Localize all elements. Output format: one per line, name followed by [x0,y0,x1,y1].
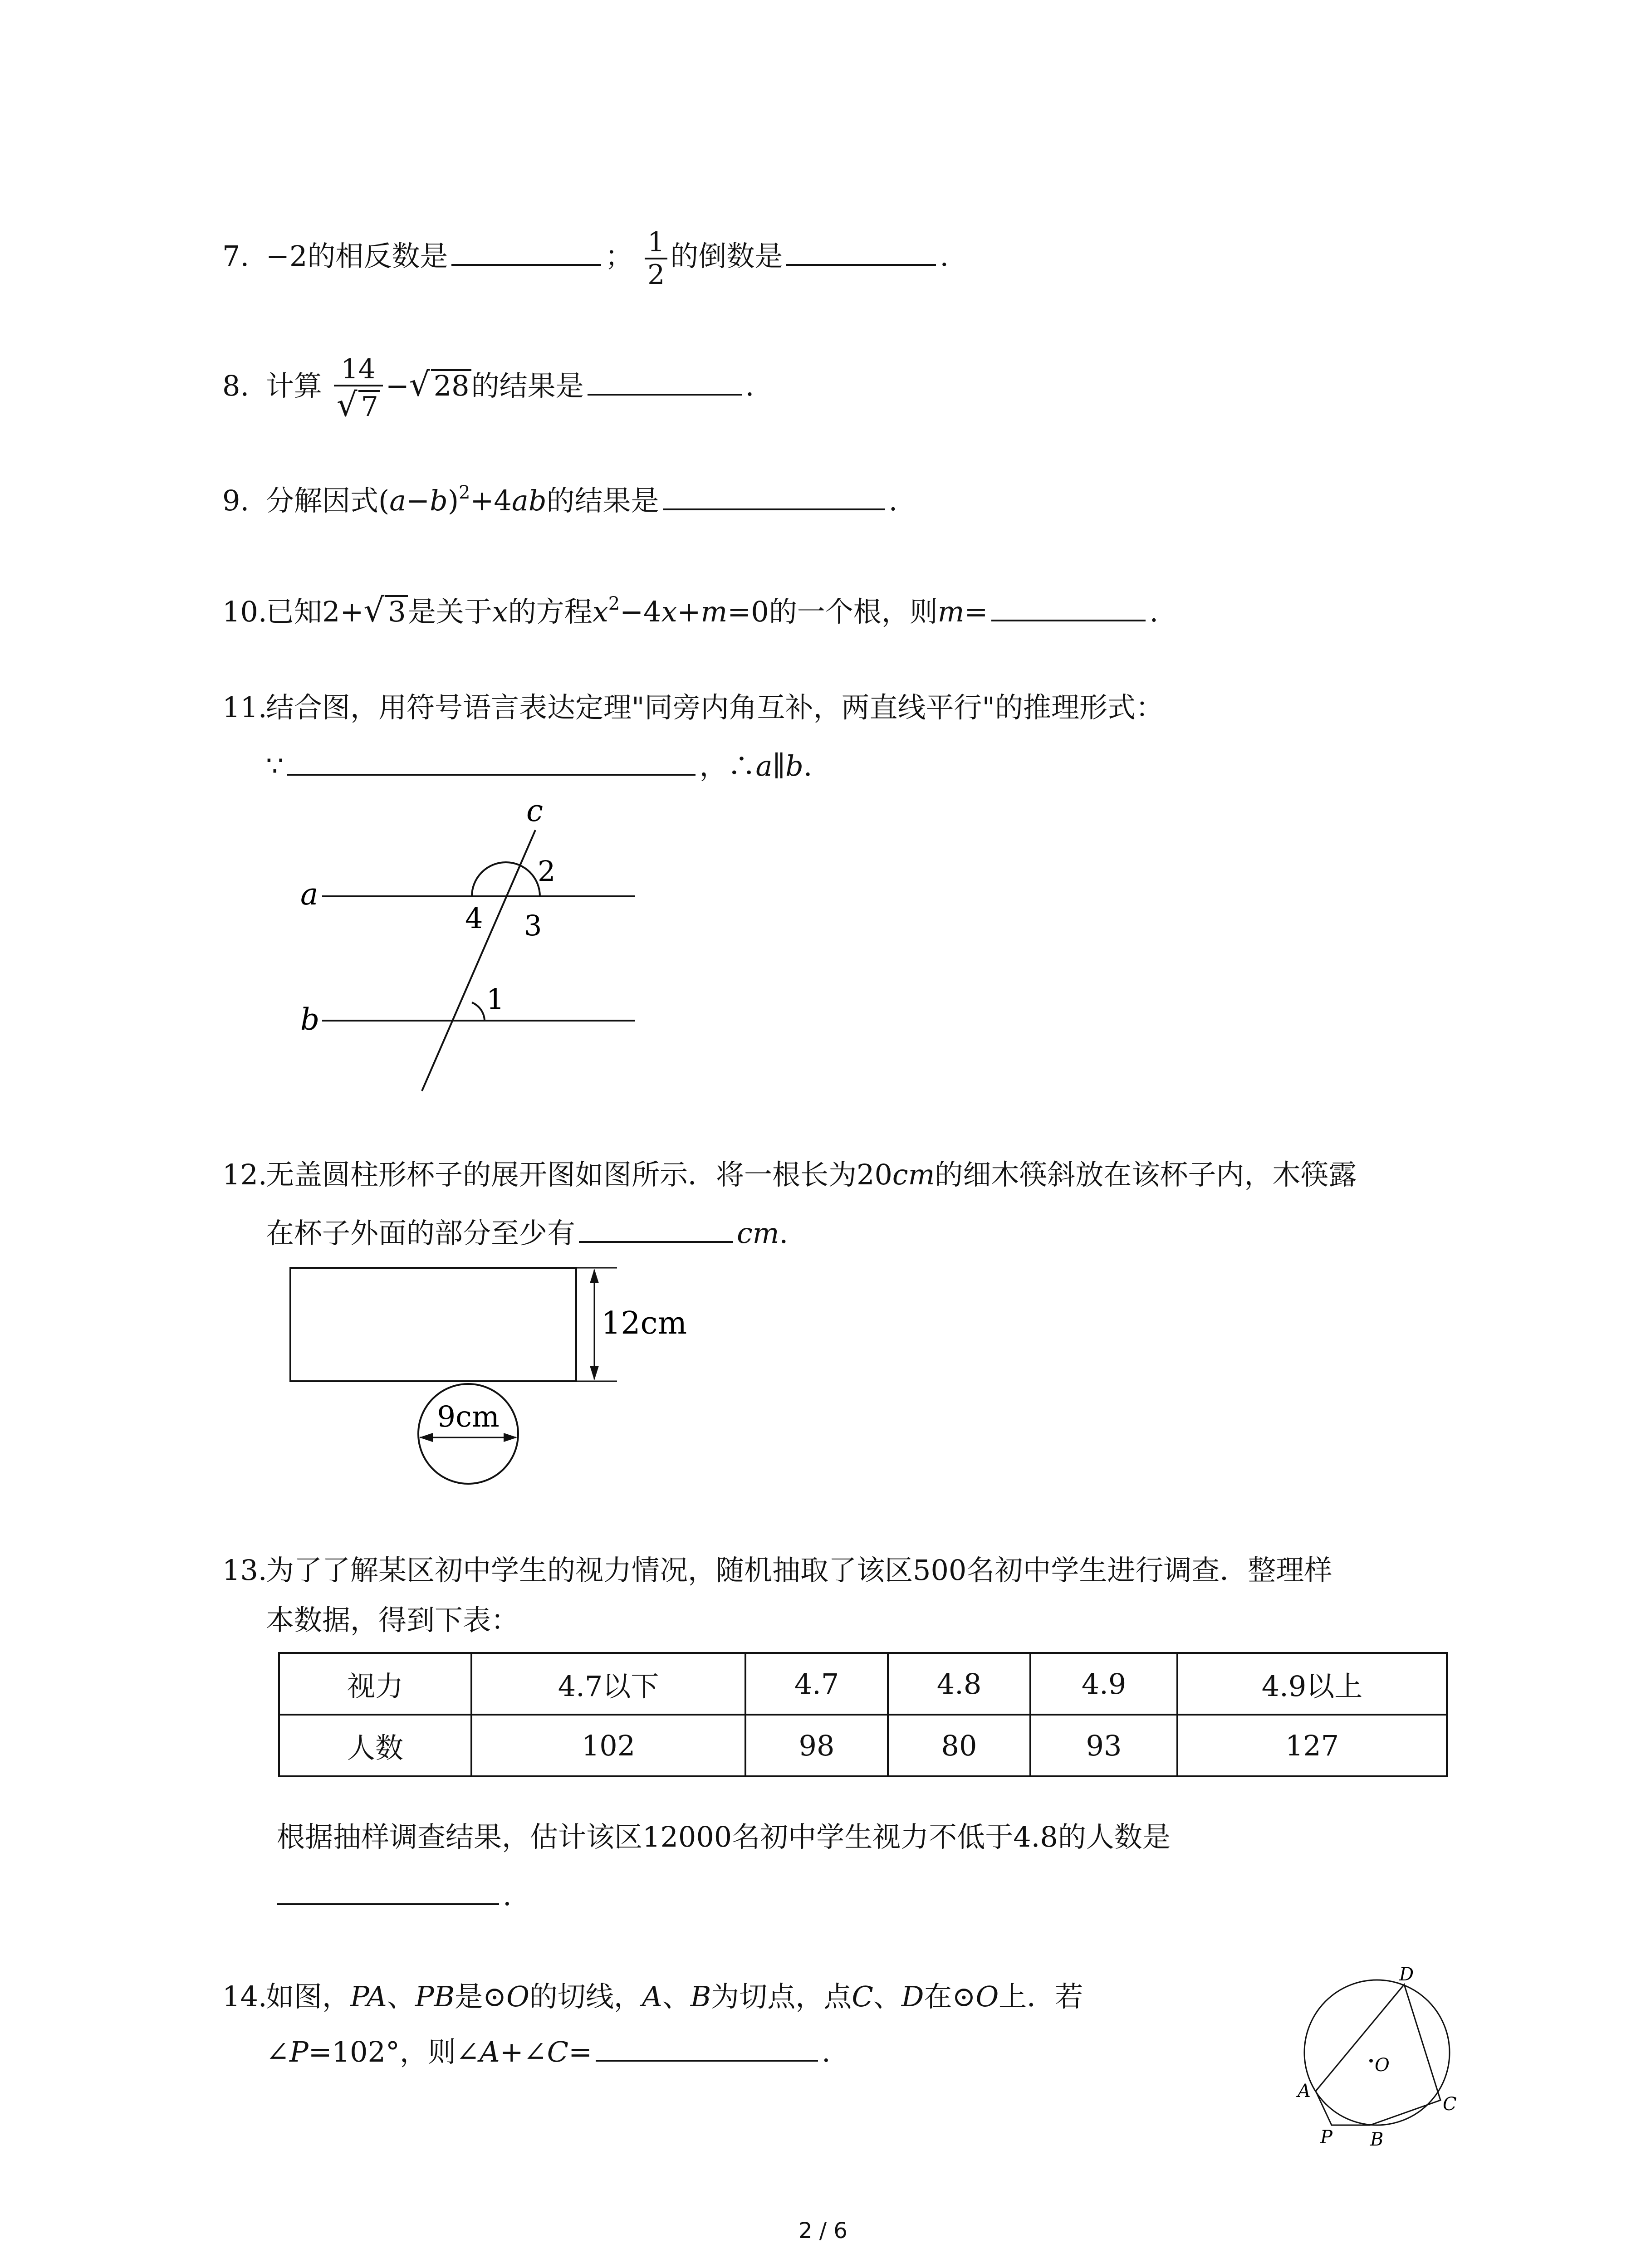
radicand: 28 [431,369,471,400]
q10-text-5: + [677,595,701,628]
q14-text-5: 在⊙ [924,1980,976,2013]
label-P: P [1320,2127,1332,2148]
center-dot [1369,2059,1373,2063]
question-number: 13. [222,1554,267,1587]
q12-text-1b: 的细木筷斜放在该杯子内，木筷露 [935,1158,1357,1191]
because-symbol: ∵ [266,749,284,782]
q12-text-2: 在杯子外面的部分至少有 [266,1217,576,1250]
q10-text-7: = [964,595,988,628]
diameter-label: 9cm [437,1400,500,1434]
q14-text-3: 的切线， [529,1980,642,2013]
question-13-line-2 [266,1602,519,1638]
segment-PB: PB [415,1980,455,2013]
line-c [422,830,535,1091]
label-C: C [1443,2094,1457,2115]
angle-arc-bottom [472,1002,485,1021]
table-cell: 127 [1177,1715,1447,1776]
cylinder-side-rect [290,1268,576,1381]
frac-top: 1 [645,227,667,259]
label-angle-1: 1 [486,982,505,1016]
question-number: 14. [222,1980,267,2013]
q14-text-2: 是⊙ [455,1980,507,2013]
radicand: 7 [358,390,380,421]
q9-text-1: 分解因式( [266,484,390,517]
question-7 [222,227,949,290]
question-number: 8. [222,369,250,403]
q10-text-4: −4 [620,595,661,628]
arrow-up-icon [590,1269,599,1283]
point-C: C [547,2035,569,2068]
table-cell: 98 [745,1715,888,1776]
q13-text-3: 根据抽样调查结果，估计该区12000名初中学生视力不低于4.8的人数是 [277,1820,1171,1853]
q11-comma: ， [699,749,728,782]
q12-end: . [779,1217,789,1250]
minus-sign: − [385,369,409,403]
question-13-after [277,1819,1171,1855]
question-12-line-2 [266,1211,788,1251]
label-D: D [1399,1964,1414,1985]
q8-text-1: 计算 [266,369,323,403]
frac-bottom [334,386,383,423]
question-number: 12. [222,1158,267,1191]
label-angle-2: 2 [538,855,556,888]
paren-close: ) [447,484,459,517]
page-number: 2 / 6 [798,2218,847,2244]
q14-sep: 、 [387,1980,415,2013]
q14-text-6: 上．若 [999,1980,1083,2013]
q7-separator: ； [605,240,633,273]
table-row [279,1653,1447,1715]
question-13-answer-line [277,1873,512,1914]
q14-sep: 、 [873,1980,901,2013]
table-cell: 80 [888,1715,1030,1776]
var-ab: ab [511,484,547,517]
cylinder-base-circle [418,1384,518,1484]
q14-end: . [822,2035,831,2068]
label-B: B [1370,2129,1384,2150]
tangent-lines-PA-PB [1316,2091,1370,2125]
minus-sign: − [406,484,430,517]
radical-sign: √ [336,386,358,424]
table-cell: 4.9以上 [1177,1653,1447,1715]
q13-text-2: 本数据，得到下表： [266,1603,519,1637]
label-a: a [300,877,318,912]
unit-cm: cm [737,1217,779,1250]
question-number: 9. [222,484,250,517]
point-C: C [852,1980,873,2013]
q10-text-6: =0的一个根，则 [727,595,938,628]
answer-blank-7a[interactable] [451,234,601,266]
question-9 [222,479,897,519]
table-cell: 视力 [279,1653,471,1715]
q9-end: . [888,484,898,517]
answer-blank-9[interactable] [663,479,885,510]
var-b: b [430,484,448,517]
question-number: 7. [222,240,250,273]
label-angle-4: 4 [465,902,483,935]
table-cell: 93 [1030,1715,1177,1776]
q11-conclusion: a∥b [755,749,803,782]
angle-symbol: ∠ [266,2035,289,2068]
q7-text-2: 的倒数是 [670,240,783,273]
question-12 [222,1157,1357,1193]
q10-text-1: 已知2+ [266,595,364,628]
exponent: 2 [608,593,620,614]
answer-blank-8[interactable] [588,364,742,396]
frac-bottom: 2 [647,259,665,291]
q14-text-4: 为切点，点 [711,1980,852,2013]
q14-text-7: =102°，则∠ [308,2035,480,2068]
label-c: c [526,798,543,828]
table-row [279,1715,1447,1776]
q7-text-1: −2的相反数是 [266,240,448,273]
radicand: 3 [385,595,407,626]
question-11-line-2 [266,744,813,784]
fraction-14-over-root7 [334,354,383,423]
answer-blank-7b[interactable] [786,234,936,266]
unit-cm: cm [892,1158,935,1191]
label-b: b [300,1002,320,1037]
q14-sep: 、 [662,1980,691,2013]
label-A: A [1298,2081,1311,2102]
vision-data-table [278,1652,1448,1777]
therefore-symbol: ∴ [727,749,756,782]
radical-sign: √ [409,365,430,404]
point-P: P [289,2035,309,2068]
var-x: x [661,595,677,628]
label-angle-3: 3 [524,909,542,942]
arrow-right-icon [504,1433,517,1442]
q10-text-3: 的方程 [508,595,593,628]
arrow-down-icon [590,1366,599,1380]
table-cell: 4.7 [745,1653,888,1715]
question-14 [222,1979,1083,2015]
answer-blank-10[interactable] [991,590,1146,621]
question-number: 10. [222,595,267,628]
q8-end: . [745,369,754,403]
figure-cylinder-net [281,1259,735,1499]
point-O: O [975,1980,999,2013]
exponent: 2 [459,482,470,503]
var-x: x [592,595,608,628]
q14-text-1: 如图， [266,1980,351,2013]
question-11 [222,689,1164,726]
q7-end: . [940,240,949,273]
var-x: x [492,595,508,628]
question-14-line-2 [266,2030,831,2070]
segment-PA: PA [350,1980,387,2013]
q10-text-2: 是关于 [407,595,492,628]
table-cell: 4.9 [1030,1653,1177,1715]
figure-parallel-lines [281,798,690,1102]
point-B: B [690,1980,711,2013]
table-cell: 102 [471,1715,745,1776]
answer-blank-12[interactable] [579,1211,733,1243]
question-13 [222,1552,1332,1589]
height-label: 12cm [601,1305,687,1341]
q9-text-2: 的结果是 [546,484,659,517]
frac-top: 14 [334,354,383,386]
q14-text-9: = [568,2035,593,2068]
q11-text-1: 结合图，用符号语言表达定理"同旁内角互补，两直线平行"的推理形式： [266,691,1164,724]
question-number: 11. [222,691,267,724]
var-m: m [700,595,728,628]
q13-end: . [503,1879,512,1912]
arrow-left-icon [419,1433,433,1442]
radical-sign: √ [363,591,385,629]
q12-text-1: 无盖圆柱形杯子的展开图如图所示．将一根长为20 [266,1158,892,1191]
q11-end: . [803,749,813,782]
table-cell: 人数 [279,1715,471,1776]
answer-blank-14[interactable] [596,2030,818,2062]
var-m: m [937,595,965,628]
table-cell: 4.8 [888,1653,1030,1715]
q14-text-8: +∠ [500,2035,547,2068]
point-A: A [642,1980,662,2013]
question-8 [222,354,754,423]
question-10 [222,590,1158,630]
label-O: O [1375,2055,1390,2076]
circle-O [1304,1980,1450,2125]
figure-circle-tangents [1288,1964,1470,2159]
q10-end: . [1149,595,1159,628]
table-cell: 4.7以下 [471,1653,745,1715]
point-O: O [506,1980,529,2013]
q8-text-2: 的结果是 [471,369,584,403]
fraction-one-half [645,227,667,290]
q13-text-1: 为了了解某区初中学生的视力情况，随机抽取了该区500名初中学生进行调查．整理样 [266,1554,1332,1587]
angle-arc-top [472,862,540,896]
var-a: a [389,484,407,517]
answer-blank-13[interactable] [277,1873,499,1905]
point-D: D [901,1980,924,2013]
plus-term: +4 [470,484,512,517]
point-A: A [479,2035,500,2068]
answer-blank-11[interactable] [287,744,696,776]
